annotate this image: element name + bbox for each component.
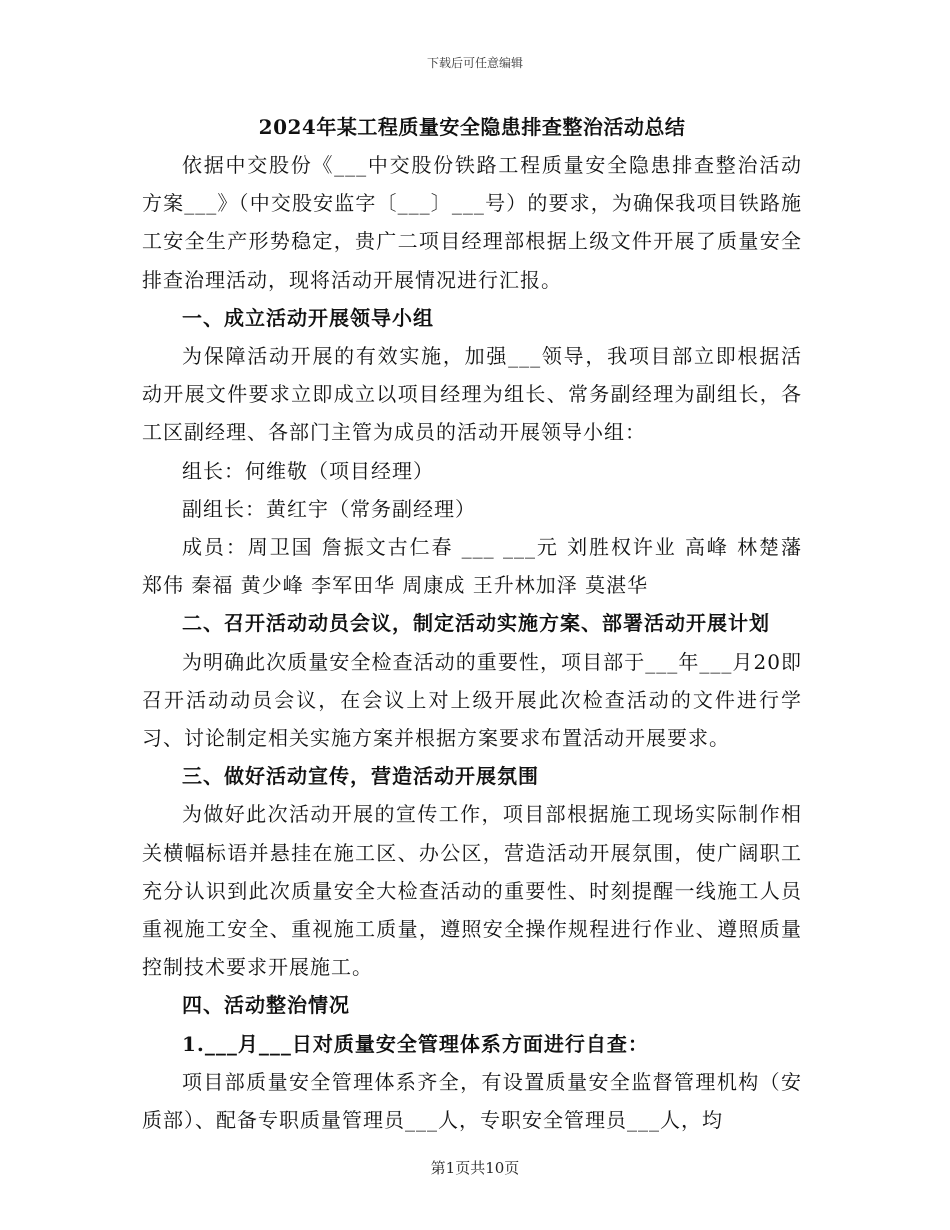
page-header: 下载后可任意编辑 <box>426 56 523 70</box>
section-1-paragraph: 为保障活动开展的有效实施，加强___领导，我项目部立即根据活动开展文件要求立即成立以项目经理为组长、常务副经理为副组长，各工区副经理、各部门主管为成员的活动开展领导小组： <box>142 344 802 445</box>
section-3-heading: 三、做好活动宣传，营造活动开展氛围 <box>182 764 539 789</box>
section-3-paragraph: 为做好此次活动开展的宣传工作，项目部根据施工现场实际制作相关横幅标语并悬挂在施工区、办公区，营造活动开展氛围，使广阔职工充分认识到此次质量安全大检查活动的重要性、时刻提醒一线施工人员重视施工安全、重视施工质量，遵照安全操作规程进行作业、遵照质量控制技术要求开展施工。 <box>142 802 802 980</box>
section-2-heading: 二、召开活动动员会议，制定活动实施方案、部署活动开展计划 <box>182 611 770 636</box>
section-1-heading: 一、成立活动开展领导小组 <box>182 305 434 330</box>
section-2-paragraph: 为明确此次质量安全检查活动的重要性，项目部于___年___月20即召开活动动员会议，在会议上对上级开展此次检查活动的文件进行学习、讨论制定相关实施方案并根据方案要求布置活动开展要求。 <box>142 649 802 751</box>
group-leader-line: 组长：何维敬（项目经理） <box>182 458 434 483</box>
page-footer: 第1页共10页 <box>430 1159 520 1177</box>
document-body <box>142 108 802 1139</box>
document-title: 2024年某工程质量安全隐患排查整治活动总结 <box>258 115 686 139</box>
section-4-heading: 四、活动整治情况 <box>182 993 350 1018</box>
section-4-subheading-1: 1.___月___日对质量安全管理体系方面进行自查： <box>182 1031 649 1056</box>
section-4-paragraph: 项目部质量安全管理体系齐全，有设置质量安全监督管理机构（安质部）、配备专职质量管理员___人，专职安全管理员___人，均 <box>142 1069 802 1133</box>
deputy-leader-line: 副组长：黄红宇（常务副经理） <box>182 496 476 521</box>
members-line: 成员：周卫国 詹振文古仁春 ___ ___元 刘胜权许业 高峰 林楚藩 郑伟 秦福 黄少峰 李军田华 周康成 王升林加泽 莫湛华 <box>142 535 802 598</box>
intro-paragraph: 依据中交股份《___中交股份铁路工程质量安全隐患排查整治活动方案___》（中交股安监字〔___〕___号）的要求，为确保我项目铁路施工安全生产形势稳定，贵广二项目经理部根据上级文件开展了质量安全排查治理活动，现将活动开展情况进行汇报。 <box>142 153 802 292</box>
